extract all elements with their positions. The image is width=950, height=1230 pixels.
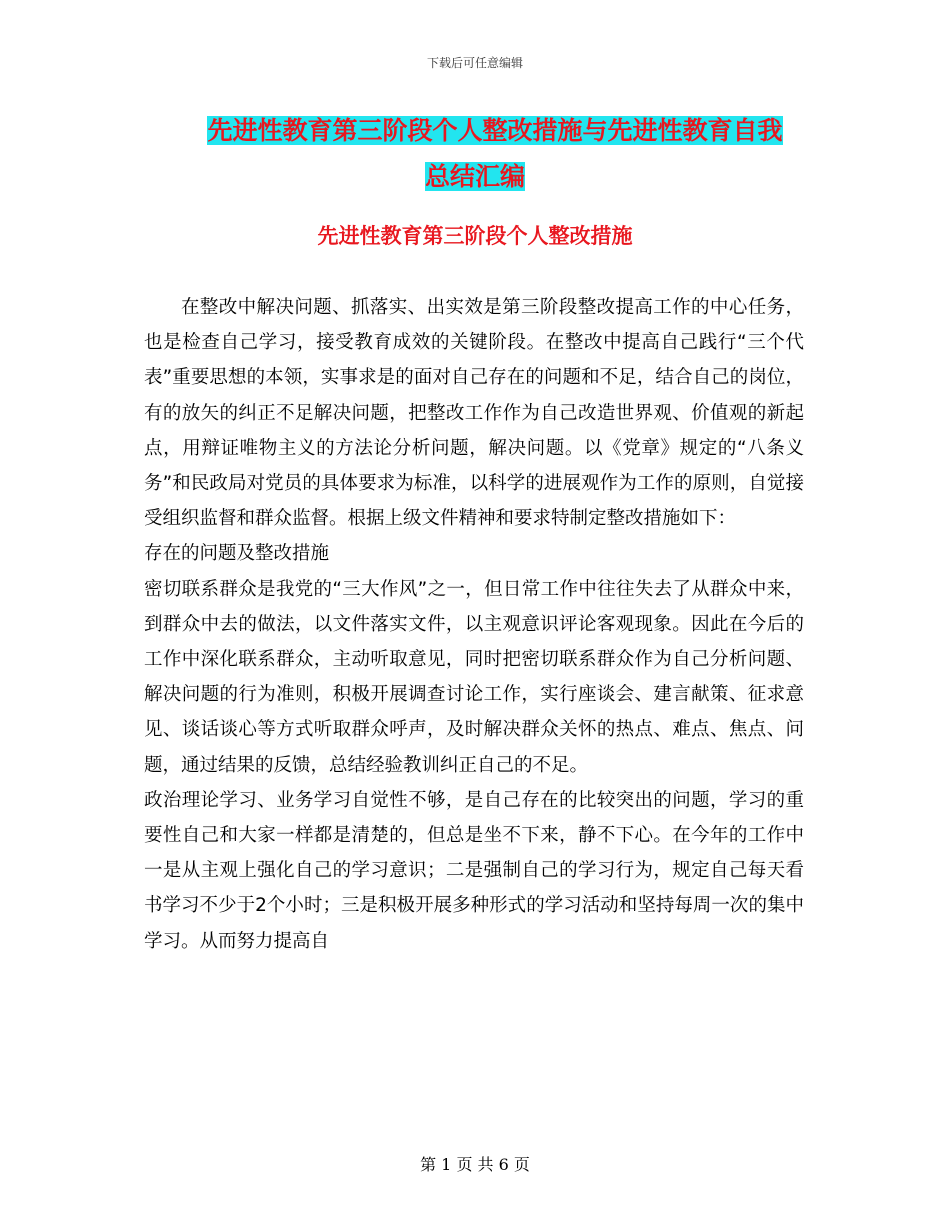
document-body [144, 290, 804, 959]
page-footer: 第 1 页 共 6 页 [420, 1155, 530, 1174]
body-paragraph: 密切联系群众是我党的“三大作风”之一，但日常工作中往往失去了从群众中来，到群众中去的做法，以文件落实文件，以主观意识评论客观现象。因此在今后的工作中深化联系群众，主动听取意见，同时把密切联系群众作为自己分析问题、解决问题的行为准则，积极开展调查讨论工作，实行座谈会、建言献策、征求意见、谈话谈心等方式听取群众呼声，及时解决群众关怀的热点、难点、焦点、问题，通过结果的反馈，总结经验教训纠正自己的不足。 [144, 578, 804, 776]
document-title-line-1: 先进性教育第三阶段个人整改措施与先进性教育自我 [207, 116, 783, 145]
intro-paragraph: 在整改中解决问题、抓落实、出实效是第三阶段整改提高工作的中心任务，也是检查自己学习，接受教育成效的关键阶段。在整改中提高自己践行“三个代表”重要思想的本领，实事求是的面对自己存在的问题和不足，结合自己的岗位，有的放矢的纠正不足解决问题，把整改工作作为自己改造世界观、价值观的新起点，用辩证唯物主义的方法论分析问题，解决问题。以《党章》规定的“八条义务”和民政局对党员的具体要求为标准，以科学的进展观作为工作的原则，自觉接受组织监督和群众监督。根据上级文件精神和要求特制定整改措施如下： [144, 297, 804, 530]
page-header-note: 下载后可任意编辑 [426, 56, 523, 70]
document-title [148, 108, 802, 200]
section-title: 先进性教育第三阶段个人整改措施 [317, 224, 633, 248]
body-paragraph: 政治理论学习、业务学习自觉性不够，是自己存在的比较突出的问题，学习的重要性自己和大家一样都是清楚的，但总是坐不下来，静不下心。在今年的工作中一是从主观上强化自己的学习意识；二是强制自己的学习行为，规定自己每天看书学习不少于2个小时；三是积极开展多种形式的学习活动和坚持每周一次的集中学习。从而努力提高自 [144, 789, 804, 952]
section-heading: 存在的问题及整改措施 [144, 543, 330, 565]
document-title-line-2: 总结汇编 [424, 162, 525, 191]
